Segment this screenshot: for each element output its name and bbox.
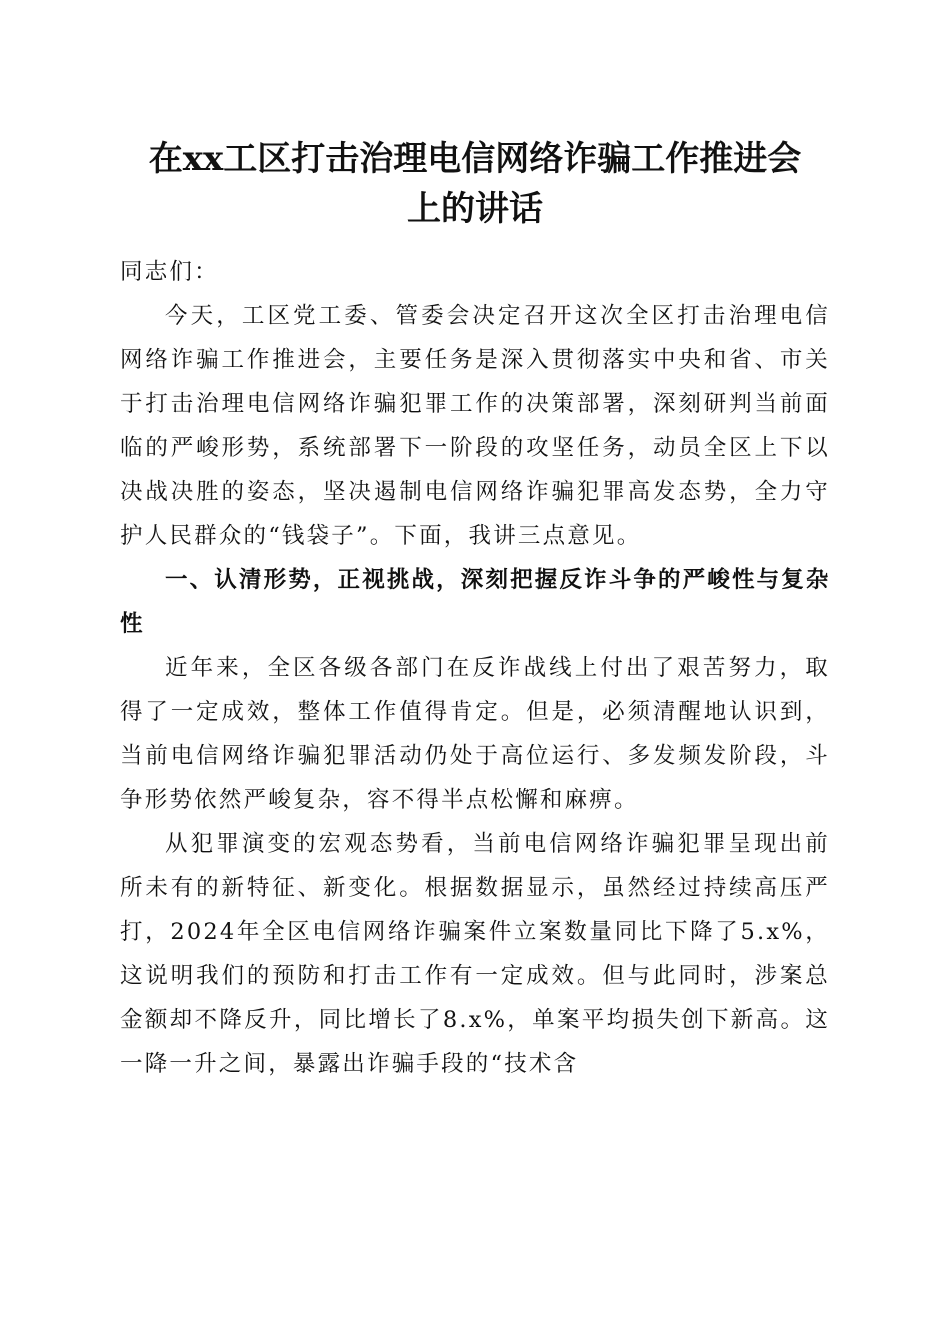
title-line-1: 在xx工区打击治理电信网络诈骗工作推进会 xyxy=(148,139,802,179)
paragraph-intro: 今天，工区党工委、管委会决定召开这次全区打击治理电信网络诈骗工作推进会，主要任务是深入贯彻落实中央和省、市关于打击治理电信网络诈骗犯罪工作的决策部署，深刻研判当前面临的严峻形势，系统部署下一阶段的攻坚任务，动员全区上下以决战决胜的姿态，坚决遏制电信网络诈骗犯罪高发态势，全力守护人民群众的“钱袋子”。下面，我讲三点意见。 xyxy=(120,303,830,549)
document-title xyxy=(100,134,850,234)
section-heading: 一、认清形势，正视挑战，深刻把握反诈斗争的严峻性与复杂性 xyxy=(120,567,830,637)
paragraph-trend: 从犯罪演变的宏观态势看，当前电信网络诈骗犯罪呈现出前所未有的新特征、新变化。根据数据显示，虽然经过持续高压严打，2024年全区电信网络诈骗案件立案数量同比下降了5.x%，这说明我们的预防和打击工作有一定成效。但与此同时，涉案总金额却不降反升，同比增长了8.x%，单案平均损失创下新高。这一降一升之间，暴露出诈骗手段的“技术含 xyxy=(120,831,830,1077)
title-line-2: 上的讲话 xyxy=(407,189,543,229)
paragraph-situation: 近年来，全区各级各部门在反诈战线上付出了艰苦努力，取得了一定成效，整体工作值得肯定。但是，必须清醒地认识到，当前电信网络诈骗犯罪活动仍处于高位运行、多发频发阶段，斗争形势依然严峻复杂，容不得半点松懈和麻痹。 xyxy=(120,655,830,813)
salutation: 同志们： xyxy=(120,259,219,285)
document-body xyxy=(120,250,830,1086)
